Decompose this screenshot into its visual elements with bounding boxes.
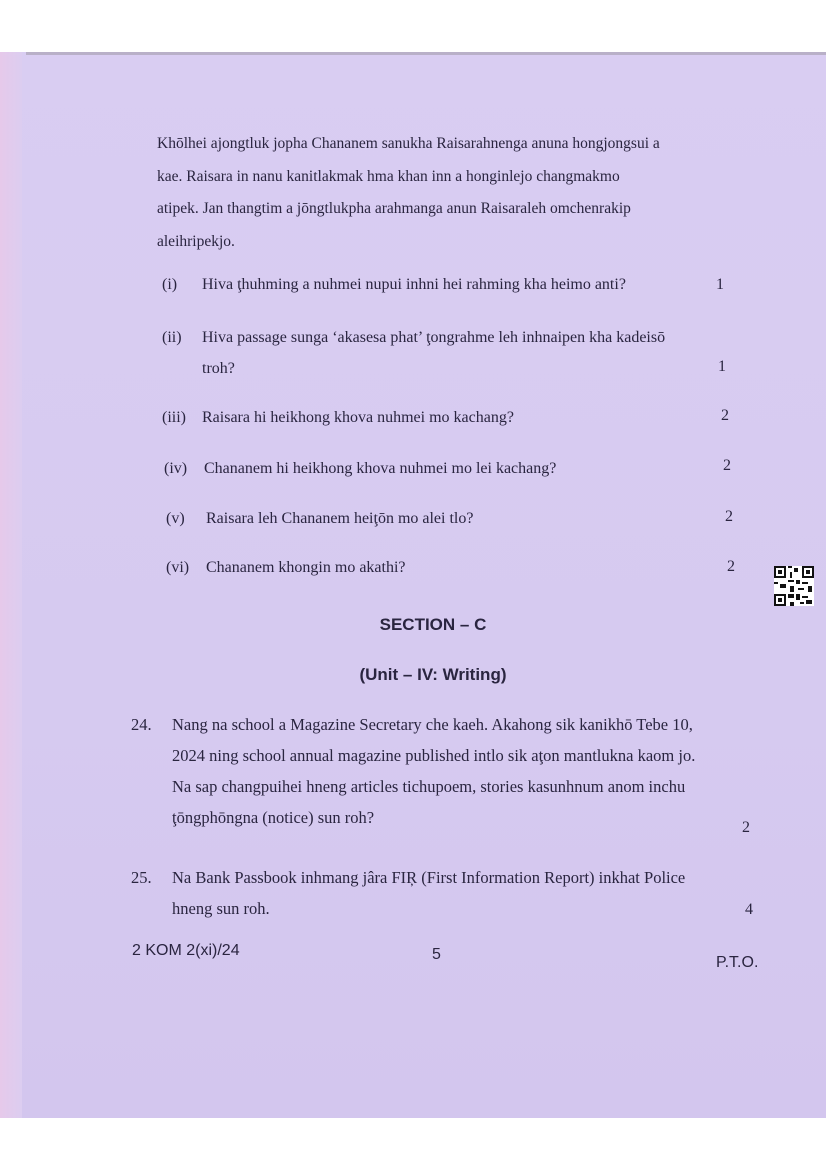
question-line: 2024 ning school annual magazine published intlo sik aţon mantlukna kaom jo. — [172, 746, 696, 765]
section-subtitle: (Unit – IV: Writing) — [359, 665, 507, 684]
question-marks: 2 — [723, 457, 731, 474]
question-line: Na sap changpuihei hneng articles tichupoem, stories kasunhnum anom inchu — [172, 777, 686, 796]
pto-label: P.T.O. — [716, 954, 759, 971]
question-line: Na Bank Passbook inhmang jâra FIŖ (First Information Report) inkhat Police — [172, 868, 686, 887]
passage-line: Khōlhei ajongtluk jopha Chananem sanukha Raisarahnenga anuna hongjongsui a — [157, 135, 660, 152]
question-line: ţōngphōngna (notice) sun roh? — [172, 808, 375, 827]
section-title: SECTION – C — [379, 615, 487, 634]
question-marks: 2 — [725, 508, 733, 525]
question-marks: 1 — [718, 358, 726, 375]
question-marks: 2 — [742, 819, 750, 836]
paper-edge — [26, 52, 826, 55]
question-text: Chananem hi heikhong khova nuhmei mo lei kachang? — [204, 460, 557, 477]
question-text: Chananem khongin mo akathi? — [206, 559, 406, 576]
question-line: hneng sun roh. — [172, 899, 270, 918]
question-text: Hiva passage sunga ‘akasesa phat’ ţongrahme leh inhnaipen kha kadeisō — [202, 329, 666, 346]
question-text: Raisara hi heikhong khova nuhmei mo kachang? — [202, 409, 514, 426]
question-number: (i) — [162, 276, 178, 293]
question-marks: 2 — [721, 407, 729, 424]
question-number: (iii) — [162, 409, 186, 426]
question-text: Hiva ţhuhming a nuhmei nupui inhni hei rahming kha heimo anti? — [202, 276, 626, 293]
passage-text — [157, 128, 727, 258]
question-marks: 2 — [727, 558, 735, 575]
question-marks: 4 — [745, 901, 753, 918]
question-number: 25. — [131, 868, 152, 887]
page-number: 5 — [432, 946, 441, 963]
paper-code: 2 KOM 2(xi)/24 — [132, 942, 240, 959]
question-text-continued: troh? — [202, 360, 235, 377]
question-number: (vi) — [166, 559, 190, 576]
question-number: 24. — [131, 715, 152, 734]
passage-line: atipek. Jan thangtim a jōngtlukpha arahmanga anun Raisaraleh omchenrakip — [157, 200, 631, 217]
qr-code-icon — [774, 566, 814, 606]
exam-page — [0, 52, 826, 1118]
question-number: (ii) — [162, 329, 182, 346]
question-line: Nang na school a Magazine Secretary che kaeh. Akahong sik kanikhō Tebe 10, — [172, 715, 693, 734]
question-text: Raisara leh Chananem heiţōn mo alei tlo? — [206, 510, 474, 527]
question-number: (v) — [166, 510, 185, 527]
passage-line: aleihripekjo. — [157, 232, 235, 250]
question-marks: 1 — [716, 276, 724, 293]
passage-line: kae. Raisara in nanu kanitlakmak hma khan inn a honginlejo changmakmo — [157, 167, 620, 185]
question-number: (iv) — [164, 460, 188, 477]
